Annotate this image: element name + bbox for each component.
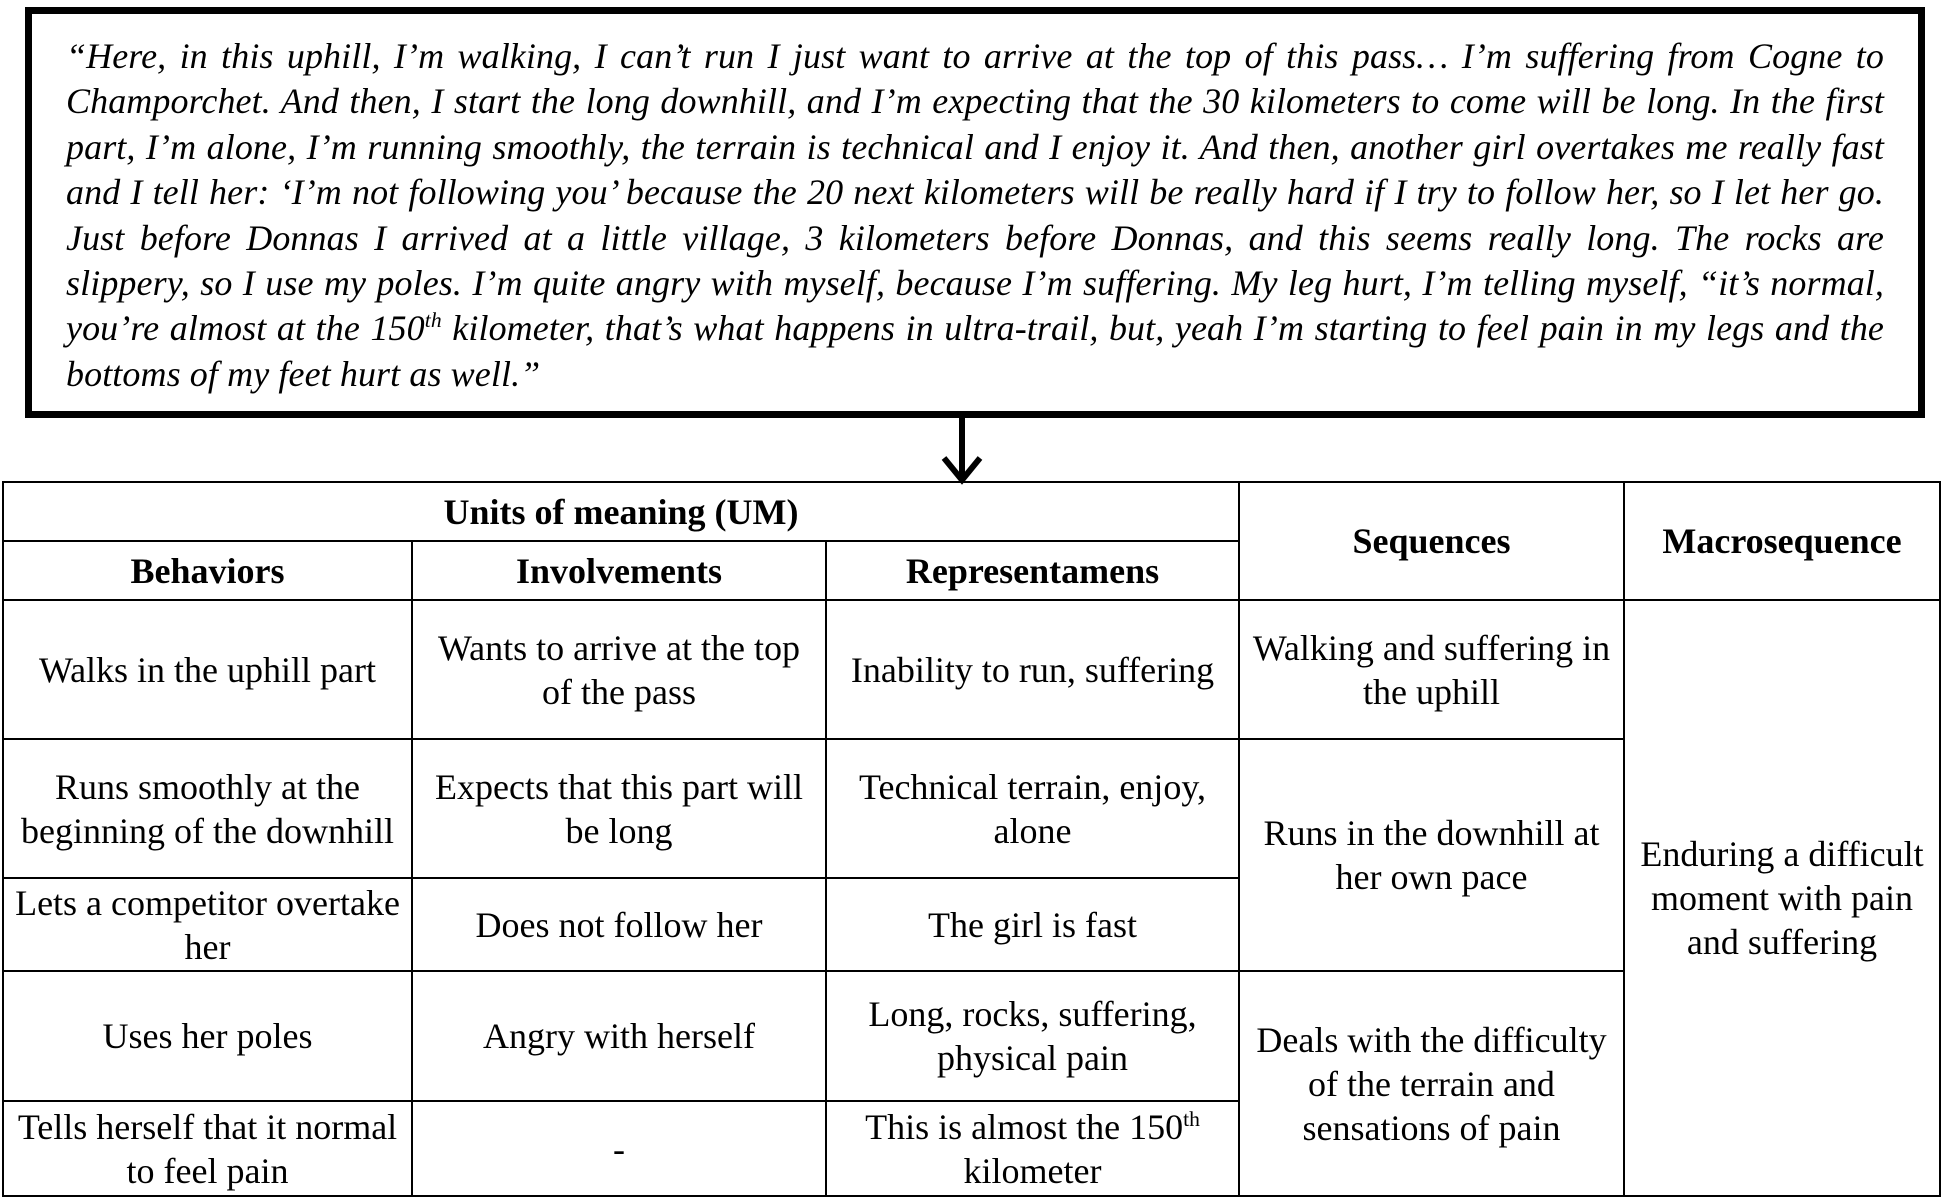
involvement-cell: Expects that this part will be long bbox=[412, 739, 826, 878]
units-of-meaning-header: Units of meaning (UM) bbox=[3, 482, 1239, 541]
macrosequence-header: Macrosequence bbox=[1624, 482, 1940, 600]
representamen-text-part-2: kilometer bbox=[963, 1150, 1102, 1191]
behaviors-header: Behaviors bbox=[3, 541, 412, 600]
macrosequence-cell: Enduring a difficult moment with pain and suffering bbox=[1624, 600, 1940, 1196]
involvement-cell: Angry with herself bbox=[412, 971, 826, 1101]
representamen-cell: The girl is fast bbox=[826, 878, 1239, 971]
quote-text-part-2: kilometer, that’s what happens in ultra-trail, but, yeah I’m starting to feel pain in my legs and the bottoms of my feet hurt as well.” bbox=[66, 308, 1885, 394]
representamen-cell: Inability to run, suffering bbox=[826, 600, 1239, 739]
representamen-cell: Long, rocks, suffering, physical pain bbox=[826, 971, 1239, 1101]
quote-text-part-1: “Here, in this uphill, I’m walking, I can’t run I just want to arrive at the top of this pass… I’m suffering from Cogne to Champorchet. And then, I start the long downhill, and I’m expecting that the 30 kilometers to come will be long. In the first part, I’m alone, I’m running smoothly, the terrain is technical and I enjoy it. And then, another girl overtakes me really fast and I tell her: ‘I’m not following you’ because the 20 next kilometers will be really hard if I try to follow her, so I let her go. Just before Donnas I arrived at a little village, 3 kilometers before Donnas, and this seems really long. The rocks are slippery, so I use my poles. I’m quite angry with myself, because I’m suffering. My leg hurt, I’m telling myself, “it’s normal, you’re almost at the 150 bbox=[66, 36, 1884, 349]
behavior-cell: Runs smoothly at the beginning of the downhill bbox=[3, 739, 412, 878]
behavior-cell: Tells herself that it normal to feel pain bbox=[3, 1101, 412, 1196]
sequence-cell: Deals with the difficulty of the terrain and sensations of pain bbox=[1239, 971, 1624, 1196]
table-header-row-1 bbox=[3, 482, 1940, 541]
sequence-cell: Walking and suffering in the uphill bbox=[1239, 600, 1624, 739]
representamen-superscript: th bbox=[1183, 1106, 1200, 1131]
involvement-cell: Does not follow her bbox=[412, 878, 826, 971]
table-row bbox=[3, 600, 1940, 739]
involvement-cell: - bbox=[412, 1101, 826, 1196]
representamens-header: Representamens bbox=[826, 541, 1239, 600]
behavior-cell: Lets a competitor overtake her bbox=[3, 878, 412, 971]
representamen-cell: Technical terrain, enjoy, alone bbox=[826, 739, 1239, 878]
behavior-cell: Uses her poles bbox=[3, 971, 412, 1101]
behavior-cell: Walks in the uphill part bbox=[3, 600, 412, 739]
sequence-cell: Runs in the downhill at her own pace bbox=[1239, 739, 1624, 971]
representamen-text-part-1: This is almost the 150 bbox=[865, 1106, 1184, 1147]
down-arrow-icon bbox=[940, 418, 984, 486]
sequences-header: Sequences bbox=[1239, 482, 1624, 600]
quote-superscript: th bbox=[424, 308, 442, 333]
interview-quote-box bbox=[25, 7, 1925, 418]
interview-quote-text bbox=[66, 34, 1884, 397]
involvements-header: Involvements bbox=[412, 541, 826, 600]
analysis-table bbox=[2, 481, 1941, 1197]
representamen-cell bbox=[826, 1101, 1239, 1196]
involvement-cell: Wants to arrive at the top of the pass bbox=[412, 600, 826, 739]
